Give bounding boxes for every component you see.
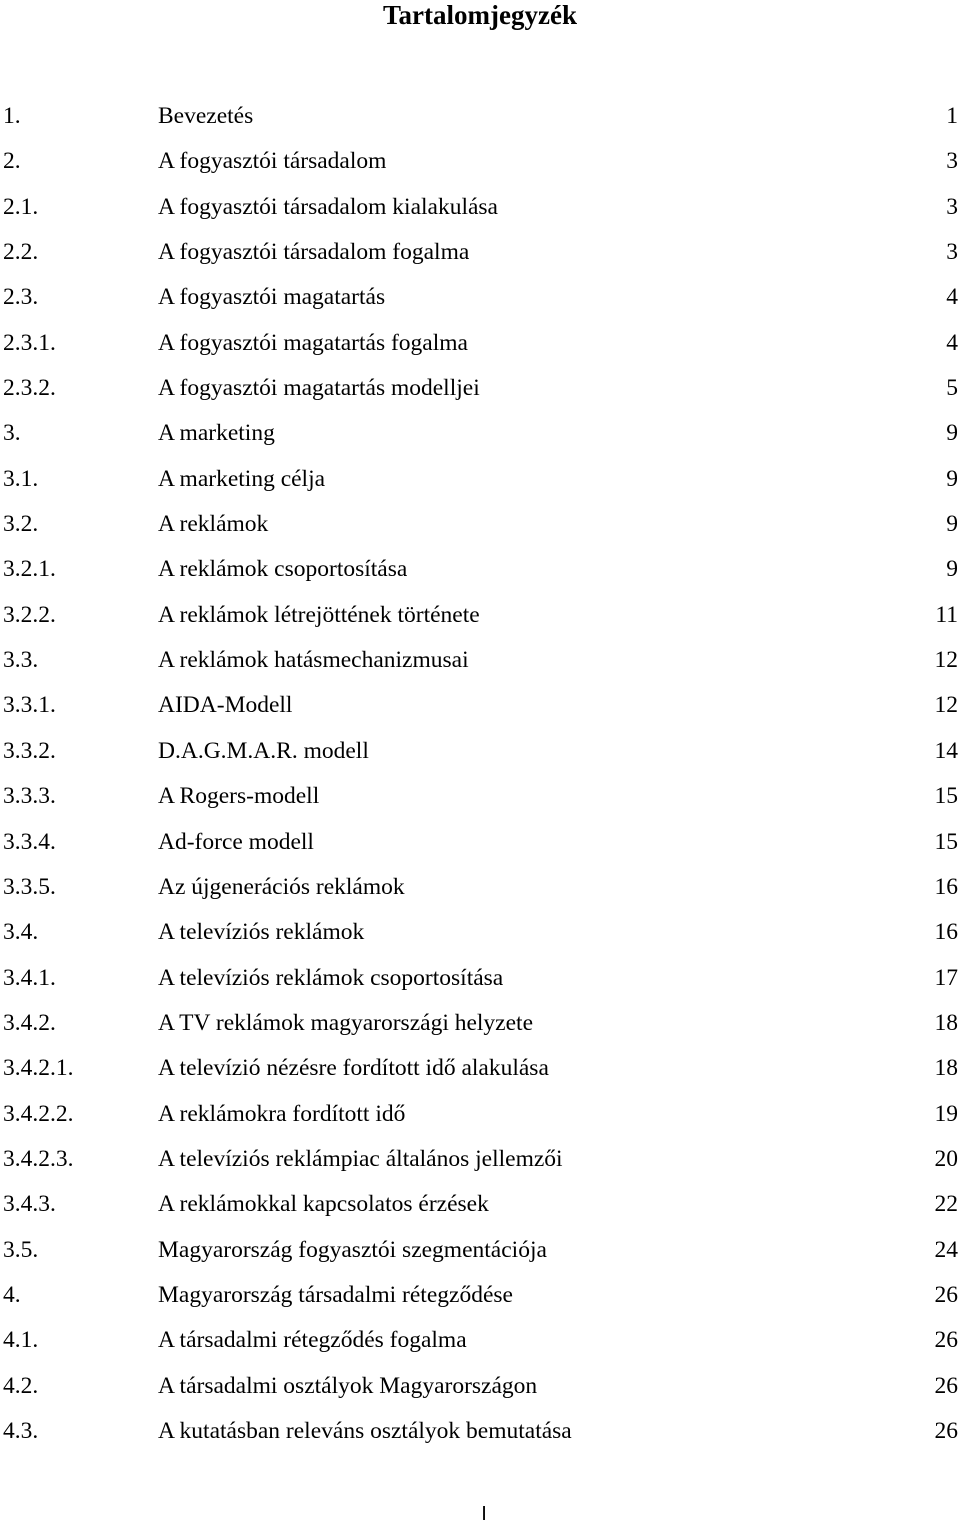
toc-entry[interactable] [0, 1001, 960, 1046]
toc-entry-number: 3. [3, 420, 21, 447]
toc-entry[interactable] [0, 865, 960, 910]
toc-entry-page: 5 [946, 375, 958, 402]
toc-entry-title: A televíziós reklámpiac általános jellemzői [158, 1145, 563, 1172]
toc-entry-page: 9 [946, 420, 958, 447]
toc-entry-title: A televíziós reklámok [158, 919, 365, 946]
toc-entry-title: A reklámokkal kapcsolatos érzések [158, 1191, 489, 1218]
toc-entry[interactable] [0, 185, 960, 230]
toc-entry-number: 3.4.2.2. [3, 1100, 74, 1127]
toc-entry-page: 14 [934, 737, 958, 764]
toc-entry-title: A fogyasztói társadalom kialakulása [158, 193, 498, 220]
toc-entry[interactable] [0, 1182, 960, 1227]
toc-entry-page: 24 [934, 1236, 958, 1263]
toc-entry[interactable] [0, 547, 960, 592]
toc-entry-page: 16 [934, 919, 958, 946]
toc-entry[interactable] [0, 502, 960, 547]
toc-entry-title: A fogyasztói társadalom fogalma [158, 239, 470, 266]
toc-entry-page: 12 [934, 692, 958, 719]
page-number: I [481, 1503, 487, 1525]
toc-entry-number: 4.2. [3, 1372, 39, 1399]
toc-entry-number: 1. [3, 103, 21, 129]
toc-entry-number: 3.3.3. [3, 783, 56, 810]
toc-entry-number: 2.2. [3, 239, 39, 266]
toc-entry[interactable] [0, 94, 960, 139]
toc-entry-page: 18 [934, 1009, 958, 1036]
toc-entry-page: 15 [934, 828, 958, 855]
toc-entry-page: 1 [946, 103, 958, 129]
toc-entry[interactable] [0, 729, 960, 774]
page-title: Tartalomjegyzék [383, 0, 577, 30]
toc-entry-title: A fogyasztói magatartás modelljei [158, 375, 480, 402]
toc-entry-page: 9 [946, 465, 958, 492]
toc-entry-title: A kutatásban releváns osztályok bemutatása [158, 1417, 572, 1444]
toc-entry-page: 26 [934, 1372, 958, 1399]
toc-entry-page: 9 [946, 556, 958, 583]
toc-entry-title: A reklámok hatásmechanizmusai [158, 647, 469, 674]
toc-entry-title: A marketing célja [158, 465, 326, 492]
toc-entry[interactable] [0, 774, 960, 819]
toc-entry-title: A fogyasztói társadalom [158, 148, 387, 175]
toc-entry-page: 20 [934, 1145, 958, 1172]
toc-entry[interactable] [0, 956, 960, 1001]
toc-entry-page: 3 [946, 148, 958, 175]
toc-entry-title: A televízió nézésre fordított idő alakulása [158, 1055, 549, 1082]
toc-entry-number: 2.3.2. [3, 375, 56, 402]
toc-entry-title: AIDA-Modell [158, 692, 293, 719]
toc-entry[interactable] [0, 321, 960, 366]
table-of-contents [0, 94, 960, 1454]
toc-entry-title: A reklámok létrejöttének története [158, 601, 480, 628]
toc-entry-title: Bevezetés [158, 103, 254, 129]
toc-entry-page: 15 [934, 783, 958, 810]
toc-entry-page: 4 [946, 329, 958, 356]
toc-entry-number: 3.4. [3, 919, 39, 946]
toc-entry-number: 3.4.3. [3, 1191, 56, 1218]
toc-entry[interactable] [0, 820, 960, 865]
toc-entry-title: A fogyasztói magatartás fogalma [158, 329, 468, 356]
toc-entry-title: A Rogers-modell [158, 783, 320, 810]
toc-entry-title: A reklámok csoportosítása [158, 556, 408, 583]
toc-entry-number: 3.3.1. [3, 692, 56, 719]
toc-entry-number: 3.4.2.1. [3, 1055, 74, 1082]
toc-entry-page: 19 [934, 1100, 958, 1127]
toc-entry-title: A reklámokra fordított idő [158, 1100, 406, 1127]
toc-entry-page: 3 [946, 193, 958, 220]
toc-entry-page: 16 [934, 873, 958, 900]
toc-entry-number: 4.3. [3, 1417, 39, 1444]
toc-entry-number: 4. [3, 1281, 21, 1308]
toc-entry-number: 2.3.1. [3, 329, 56, 356]
toc-entry[interactable] [0, 1273, 960, 1318]
toc-entry-title: Ad-force modell [158, 828, 314, 855]
toc-entry-page: 11 [935, 601, 958, 628]
toc-entry-title: A marketing [158, 420, 275, 447]
toc-entry-page: 26 [934, 1327, 958, 1354]
toc-entry-number: 2.3. [3, 284, 39, 311]
toc-entry-number: 3.3.5. [3, 873, 56, 900]
toc-entry-title: A társadalmi osztályok Magyarországon [158, 1372, 538, 1399]
toc-entry[interactable] [0, 139, 960, 184]
toc-entry-number: 3.2.1. [3, 556, 56, 583]
toc-entry-title: A TV reklámok magyarországi helyzete [158, 1009, 534, 1036]
toc-entry[interactable] [0, 1364, 960, 1409]
toc-entry-number: 3.3.2. [3, 737, 56, 764]
toc-entry-page: 9 [946, 511, 958, 538]
toc-entry[interactable] [0, 457, 960, 502]
toc-entry-page: 17 [934, 964, 958, 991]
toc-entry-title: A társadalmi rétegződés fogalma [158, 1327, 467, 1354]
toc-entry-title: Az újgenerációs reklámok [158, 873, 405, 900]
toc-entry-number: 3.5. [3, 1236, 39, 1263]
toc-entry-number: 3.3.4. [3, 828, 56, 855]
toc-entry[interactable] [0, 638, 960, 683]
toc-entry-number: 3.3. [3, 647, 39, 674]
toc-entry-page: 18 [934, 1055, 958, 1082]
toc-entry-page: 26 [934, 1281, 958, 1308]
toc-entry-page: 26 [934, 1417, 958, 1444]
toc-entry[interactable] [0, 411, 960, 456]
toc-entry[interactable] [0, 1137, 960, 1182]
toc-entry-number: 2. [3, 148, 21, 175]
toc-entry-title: D.A.G.M.A.R. modell [158, 737, 369, 764]
toc-entry[interactable] [0, 1409, 960, 1454]
toc-entry-number: 3.2.2. [3, 601, 56, 628]
toc-entry[interactable] [0, 275, 960, 320]
toc-entry[interactable] [0, 593, 960, 638]
toc-entry[interactable] [0, 1318, 960, 1363]
toc-entry-page: 22 [934, 1191, 958, 1218]
toc-entry-number: 4.1. [3, 1327, 39, 1354]
toc-entry-title: A reklámok [158, 511, 269, 538]
toc-entry-page: 3 [946, 239, 958, 266]
toc-entry[interactable] [0, 683, 960, 728]
toc-entry-page: 4 [946, 284, 958, 311]
toc-entry-page: 12 [934, 647, 958, 674]
toc-entry-title: A fogyasztói magatartás [158, 284, 386, 311]
toc-entry[interactable] [0, 1228, 960, 1273]
toc-entry[interactable] [0, 910, 960, 955]
toc-entry[interactable] [0, 1092, 960, 1137]
toc-entry-number: 3.1. [3, 465, 39, 492]
toc-entry[interactable] [0, 366, 960, 411]
toc-entry-number: 3.2. [3, 511, 39, 538]
toc-entry[interactable] [0, 1046, 960, 1091]
toc-entry-title: A televíziós reklámok csoportosítása [158, 964, 504, 991]
toc-entry-number: 3.4.2. [3, 1009, 56, 1036]
toc-entry[interactable] [0, 230, 960, 275]
toc-entry-title: Magyarország fogyasztói szegmentációja [158, 1236, 547, 1263]
toc-entry-number: 3.4.2.3. [3, 1145, 74, 1172]
toc-entry-number: 2.1. [3, 193, 39, 220]
toc-entry-number: 3.4.1. [3, 964, 56, 991]
toc-entry-title: Magyarország társadalmi rétegződése [158, 1281, 513, 1308]
